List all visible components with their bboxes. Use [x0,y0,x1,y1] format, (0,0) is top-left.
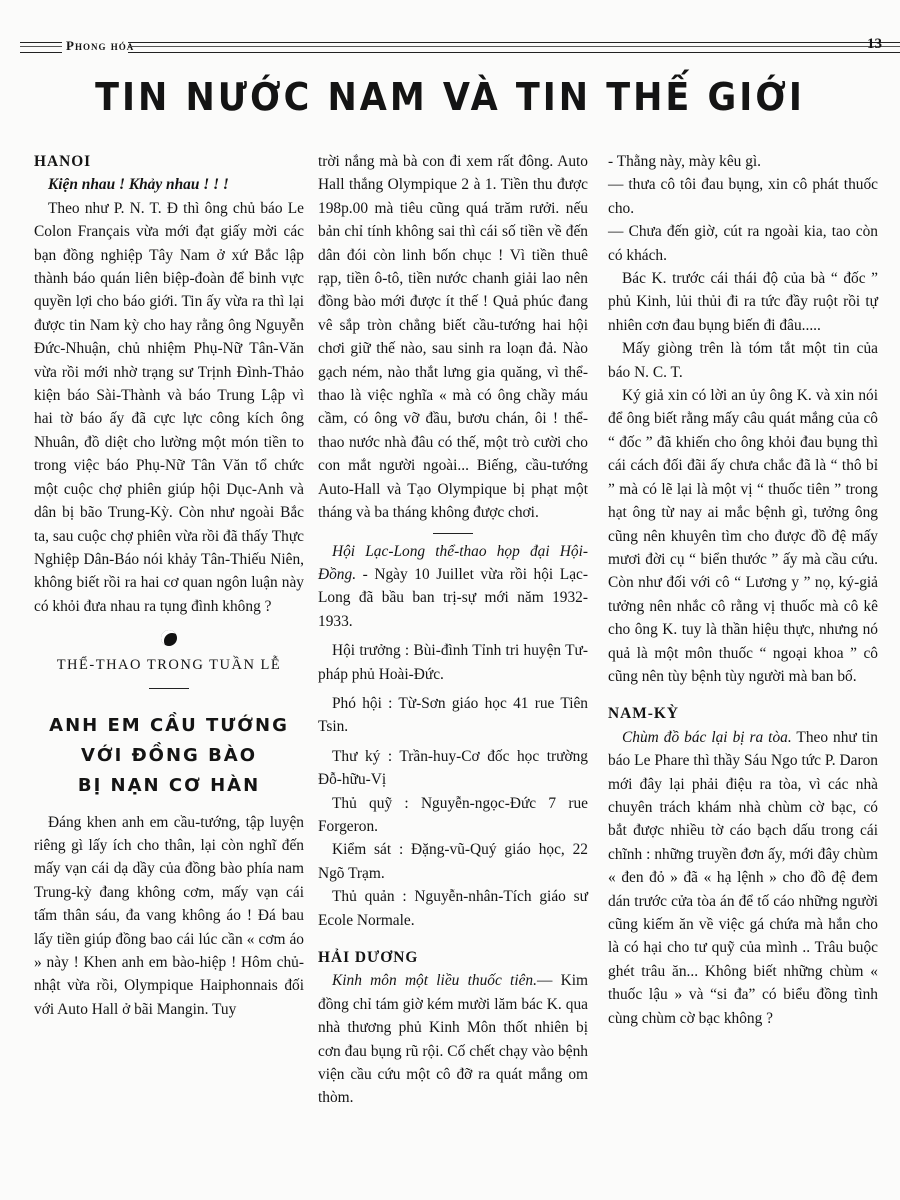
paper-name: Phong hóa [66,38,135,53]
officer-entry: Thư ký : Trần-huy-Cơ đốc học trường Đỗ-hữu-Vị [318,747,588,789]
page-number: 13 [867,36,882,52]
running-head [20,36,882,58]
article-title-line: ANH EM CẦU TƯỚNG [49,714,289,736]
page-headline: TIN NƯỚC NAM VÀ TIN THẾ GIỚI [95,76,805,120]
officer-entry: Phó hội : Từ-Sơn giáo học 41 rue Tiên Tsin. [318,694,588,736]
dialog-line: — Chưa đến giờ, cút ra ngoài kia, tao còn có khách. [608,223,878,264]
article-paragraph: Theo như tin báo Le Phare thì thầy Sáu Ngo tức P. Daron mới đây lại phải điệu ra tòa, vì các nhà chuyên trách khám nhà chùm cờ bạc, có bắt được nhiều tờ cáo bạch dấu trong cái chĩnh : những truyền đơn ấy, mới đây chùm « đen đỏ » đã « hạ lệnh » cho đồ đệ đem dán trước cửa tòa án để tố cáo những người cũng kiếm ăn về việc gá chứa mà hắn cho là có hại cho tư quỹ của mình .. Trâu buộc ghét trâu ăn... Không biết những chùm « thuốc lậu » và “si đa” có biểu đồng tình cùng chùm cờ bạc không ? [608,728,878,1027]
article-paragraph: trời nắng mà bà con đi xem rất đông. Auto Hall thắng Olympique 2 à 1. Tiền thu được 198p.00 mà tiêu cũng quá trăm rưởi. nếu bản chỉ tính không sai thì cái số tiền về đến dân đói còn linh bốn chục ! Vì tiền thuê rạp, tiền ô-tô, tiền nước chanh giải lao nên đồng bào mới được ít thế ! Quả phúc đang vê sắp tròn chẳng biết cầu-tướng hai hội chơi giữ thế nào, sau sinh ra loạn đả. Nào gạch ném, nào thắt lưng gia quăng, vì thể-thao là việc nghĩa « mà có ông chầy máu cầm, có ông vỡ đầu, bươu chán, ôi ! thể-thao nước nhà đâu có thế, một trò cười cho con mắt người ngoài... Biếng, cầu-tướng Auto-Hall và Tạo Olympique bị phạt một tháng và ba tháng không được chơi. [318,153,588,522]
officer-entry: Kiểm sát : Đặng-vũ-Quý giáo học, 22 Ngõ Trạm. [318,841,588,882]
notice-body: - Ngày 10 Juillet vừa rồi hội Lạc-Long đã bầu ban trị-sự mới năm 1932-1933. [318,565,588,630]
section-heading-hai-duong: HẢI DƯƠNG [318,949,419,966]
article-paragraph: Bác K. trước cái thái độ của bà “ đốc ” phủ Kinh, lủi thủi đi ra tức đầy ruột rồi tự nhiên cơn đau bụng biến đi đâu..... [608,270,878,334]
article-title-line: BỊ NẠN CƠ HÀN [77,774,261,796]
article-paragraph: Mấy giòng trên là tóm tắt một tin của báo N. C. T. [608,340,878,381]
article-title-line: VỚI ĐỒNG BÀO [80,744,258,766]
section-heading-hanoi: HANOI [34,153,92,170]
dialog-line: - Thằng này, mày kêu gì. [608,153,762,170]
section-heading-nam-ky: NAM-KỲ [608,705,679,723]
officer-entry: Thủ quản : Nguyễn-nhân-Tích giáo sư Ecole Normale. [318,888,588,929]
column-1 [34,150,304,1021]
article-lead [608,726,878,1030]
article-subtitle: Kinh môn một liều thuốc tiên. [332,972,537,990]
article-paragraph: Theo như P. N. T. Đ thì ông chủ báo Le Colon Français vừa mới đạt giấy mời các bạn đồng nghiệp Tây Nam ở xứ Bắc lập thành báo quán liên biệp-đoàn để binh vực quyền lợi cho báo giới. Tin ấy vừa ra thì lại được tin Nam kỳ cho hay rằng ông Nguyễn Đức-Nhuận, chủ nhiệm Phụ-Nữ Tân-Văn vừa rồi mới nhờ trạng sư Trịnh Đình-Thảo kiện báo Sài-Thành và báo Trung Lập vì hai tờ báo ấy đã cực lực công kích ông Nhuân, đồ diệt cho lường một món tiền to trong việc báo Phụ-Nữ Tân Văn tổ chức một cuộc chợ phiên giúp hội Dục-Anh và dân bị bão Trung-Kỳ. Còn như ngoài Bắc ta, sau cuộc chợ phiên vừa rồi đã thấy Thực Nghiệp Dân-Báo nói khảy Tân-Thiếu Niên, không biết rồi ra hai cơ quan ngôn luận này có khỏi đưa nhau ra tụng đình không ? [34,199,304,615]
notice [318,540,588,634]
article-paragraph: Đáng khen anh em cầu-tướng, tập luyện riêng gì lấy ích cho thân, lại còn nghĩ đến mấy vạn cái dạ dầy của đồng bào phía nam Trung-kỳ đang không cơm, mấy vạn cái tấm thân sáu, đa vang không áo ! Đá bau lấy tiền giúp đồng bao cái lúc cần « cơm áo » này ! Khen anh em bào-hiệp ! Hôm chủ-nhật vừa rồi, Olympique Haiphonnais đối với Auto Hall ở bãi Mangin. Tuy [34,813,304,1018]
article-subtitle: Chùm đồ bác lại bị ra tòa. [622,728,792,746]
dialog-line: — thưa cô tôi đau bụng, xin cô phát thuốc cho. [608,176,878,217]
article-paragraph: — Kim đồng chỉ tám giờ kém mười lăm bác K. qua nhà thương phủ Kinh Môn thốt nhiên bị cơn đau bụng rũ rội. Cố chết chạy vào bệnh viện cầu cứu một cô đỡ ra quát mắng om thòm. [318,972,588,1107]
article-paragraph: Ký giả xin có lời an ủy ông K. và xin nói để ông biết rằng mấy câu quát mắng của cô “ đốc ” đã khiến cho ông khỏi đau bụng thì cái cách đối đãi ấy chưa chắc đã là “ thô bỉ ” mà có lẽ lại là một vị “ thuốc tiên ” trong hạt ông từ nay ai mắc bệnh gì, tưởng ông cũng nên khuyên tìm cho được đồ đệ mấy mươi đời cụ “ biển thước ” ấy mà cầu cứu. Còn như đối với cô “ Lương y ” nọ, ký-giả tưởng nên nhắc cô rằng vị thuốc mà cô kê cho ông K. tuy là thần hiệu thực, nhưng nó quả là một môn thuốc “ ngoại khoa ” cô cũng nên tùy bệnh tùy người mà ban bố. [608,387,878,685]
sports-heading: THỂ-THAO TRONG TUẦN LỄ [56,657,282,674]
column-3 [608,150,878,1030]
divider-rule [433,533,473,534]
header-rule-left [20,42,62,53]
article-subtitle: Kiện nhau ! Khảy nhau ! ! ! [48,176,229,194]
notice-title: Hội Lạc-Long thể-thao họp đại Hội-Đồng. [318,542,588,583]
ornament-dot-icon [161,630,177,646]
officer-entry: Hội trưởng : Bùi-đình Tỉnh tri huyện Tư-pháp phủ Hoài-Đức. [318,642,588,683]
divider-rule [149,688,189,689]
article-title [34,711,304,801]
officer-entry: Thủ quỹ : Nguyễn-ngọc-Đức 7 rue Forgeron. [318,794,588,835]
article-lead [318,969,588,1109]
column-2 [318,150,588,1110]
header-rule-right [128,42,900,53]
